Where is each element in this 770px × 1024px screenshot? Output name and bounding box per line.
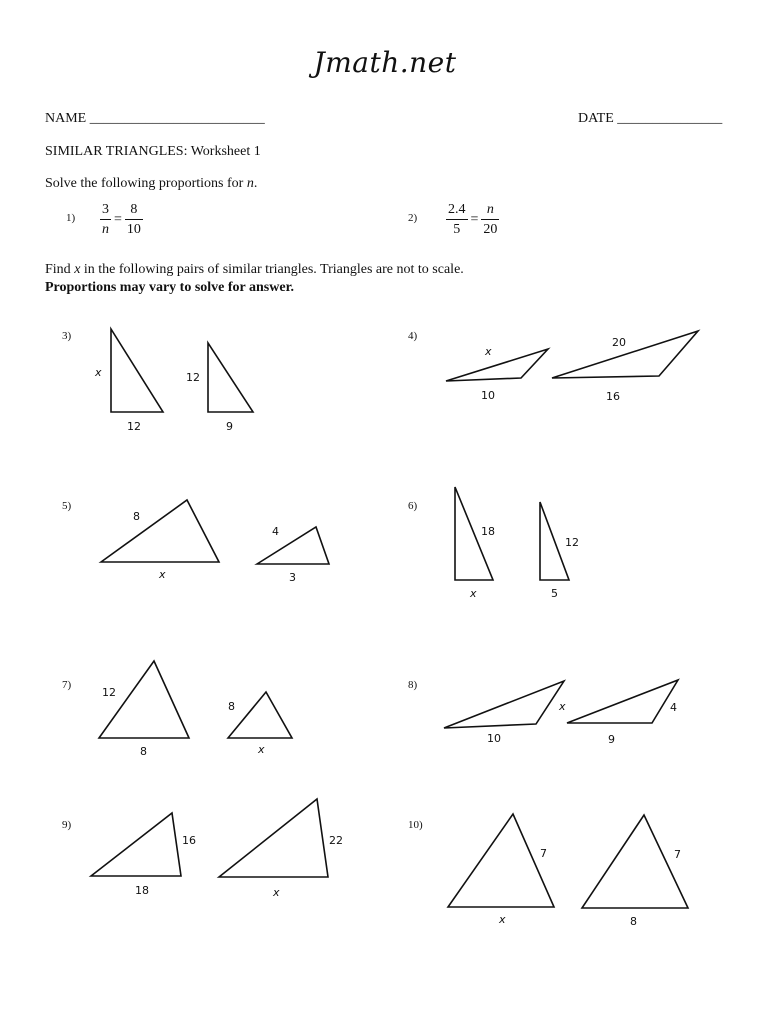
problem-7-triangle-left [99, 661, 189, 738]
problem-7-label-x: x [258, 743, 265, 756]
problem-6-label-18: 18 [481, 525, 495, 538]
instructions-proportions-suffix: . [253, 176, 258, 191]
proportion-2-left-denominator: 5 [453, 222, 461, 237]
problem-5-label-4: 4 [272, 525, 279, 538]
proportion-2-equals: = [470, 211, 479, 227]
proportion-1-left-denominator: n [102, 222, 109, 237]
problem-4-label-x: x [485, 345, 492, 358]
problem-3-label-x: x [95, 366, 102, 379]
problem-10-label-8: 8 [630, 915, 637, 928]
problem-6-label-x: x [470, 587, 477, 600]
proportion-2-left-numerator: 2.4 [446, 200, 468, 220]
problem-10-triangle-right [582, 815, 688, 908]
problem-7-label-8-left: 8 [140, 745, 147, 758]
proportion-1-left-numerator: 3 [100, 200, 111, 220]
problem-5-triangle-right [257, 527, 329, 564]
proportion-1-right-numerator: 8 [125, 200, 143, 220]
problem-10-label-x: x [499, 913, 506, 926]
problem-7-number: 7) [62, 679, 72, 691]
problem-6-label-5: 5 [551, 587, 558, 600]
site-logo: Jmath.net [313, 46, 457, 79]
problem-5-triangle-left [101, 500, 219, 562]
name-field-label: NAME _________________________ [45, 111, 265, 126]
problem-6-label-12: 12 [565, 536, 579, 549]
problem-9-triangle-left [91, 813, 181, 876]
problem-4-number: 4) [408, 330, 418, 342]
problem-8-number: 8) [408, 679, 418, 691]
proportion-1-number: 1) [66, 212, 76, 224]
instructions-triangles-variable: x [74, 262, 81, 277]
problem-4-label-top-right: 20 [612, 336, 626, 349]
problem-3-number: 3) [62, 330, 72, 342]
problem-7-triangle-right [228, 692, 292, 738]
problem-5-number: 5) [62, 500, 72, 512]
problem-8-label-10: 10 [487, 732, 501, 745]
problem-8-label-9: 9 [608, 733, 615, 746]
problem-9-label-22: 22 [329, 834, 343, 847]
problem-7-label-8-right: 8 [228, 700, 235, 713]
problem-8-label-4: 4 [670, 701, 677, 714]
problem-4-label-base-left: 10 [481, 389, 495, 402]
problem-3-label-base-right: 9 [226, 420, 233, 433]
problem-3-label-height-right: 12 [186, 371, 200, 384]
proportion-1-right-denominator: 10 [126, 222, 141, 237]
problem-10-number: 10) [408, 819, 423, 831]
proportion-2-number: 2) [408, 212, 418, 224]
instructions-proportions-prefix: Solve the following proportions for [45, 176, 247, 191]
problem-6-number: 6) [408, 500, 418, 512]
problem-9-label-18: 18 [135, 884, 149, 897]
problem-9-label-16: 16 [182, 834, 196, 847]
instructions-triangles-prefix: Find [45, 262, 75, 277]
problem-10-label-7-left: 7 [540, 847, 547, 860]
problem-9-number: 9) [62, 819, 72, 831]
date-field-label: DATE _______________ [578, 111, 723, 126]
instructions-triangles-suffix: in the following pairs of similar triangles. Triangles are not to scale. [80, 262, 464, 277]
worksheet-title: SIMILAR TRIANGLES: Worksheet 1 [45, 144, 261, 159]
problem-5-label-3: 3 [289, 571, 296, 584]
problem-5-label-x: x [159, 568, 166, 581]
proportion-2-right-denominator: 20 [483, 222, 498, 237]
problem-7-label-12: 12 [102, 686, 116, 699]
instructions-proportions-variable: n [246, 176, 254, 191]
problem-3-triangle-left [111, 329, 163, 412]
problem-4-label-base-right: 16 [606, 390, 620, 403]
problem-3-label-base-left: 12 [127, 420, 141, 433]
problem-8-label-x: x [559, 700, 566, 713]
proportion-2-right-numerator: n [481, 200, 499, 220]
problem-8-triangle-left [444, 681, 564, 728]
problem-4-triangle-left [446, 349, 548, 381]
proportion-1-equals: = [114, 211, 122, 227]
problem-3-triangle-right [208, 343, 253, 412]
problem-5-label-8: 8 [133, 510, 140, 523]
instructions-bold-note: Proportions may vary to solve for answer. [45, 280, 294, 295]
problem-9-label-x: x [273, 886, 280, 899]
problem-10-triangle-left [448, 814, 554, 907]
problem-10-label-7-right: 7 [674, 848, 681, 861]
problem-9-triangle-right [219, 799, 328, 877]
problem-8-triangle-right [567, 680, 678, 723]
